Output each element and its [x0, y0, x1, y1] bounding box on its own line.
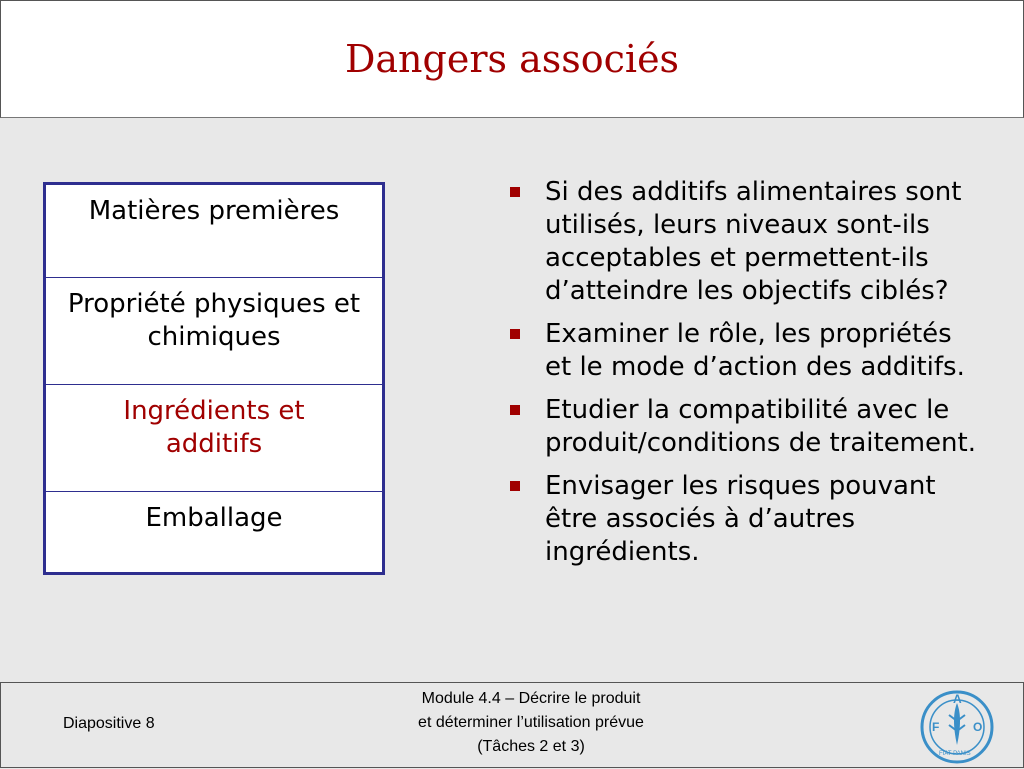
- bullet-text: Envisager les risques pouvant être associés à d’autres ingrédients.: [545, 471, 936, 567]
- bullet-text: Examiner le rôle, les propriétés et le mode d’action des additifs.: [545, 319, 965, 382]
- slide-number: Diapositive 8: [63, 715, 155, 732]
- category-label: Matières premières: [88, 196, 340, 226]
- square-bullet-icon: [510, 187, 520, 197]
- category-row-raw-materials: [46, 185, 382, 278]
- category-row-packaging: [46, 492, 382, 572]
- svg-text:F: F: [932, 720, 940, 734]
- fao-logo-icon: [919, 689, 995, 765]
- category-label: Ingrédients et additifs: [123, 396, 305, 459]
- bullet-item: [508, 394, 978, 460]
- bullet-item: [508, 470, 978, 569]
- bullet-text: Etudier la compatibilité avec le produit/conditions de traitement.: [545, 395, 976, 458]
- svg-text:FIAT PANIS: FIAT PANIS: [939, 751, 971, 757]
- category-row-ingredients: [46, 385, 382, 492]
- svg-text:A: A: [953, 692, 962, 706]
- svg-text:O: O: [973, 720, 983, 734]
- title-bar: [0, 0, 1024, 118]
- category-label: Emballage: [145, 503, 283, 533]
- module-line: Module 4.4 – Décrire le produit: [421, 690, 641, 707]
- category-row-properties: [46, 278, 382, 385]
- module-line: et déterminer l’utilisation prévue: [418, 714, 644, 731]
- bullet-list: [508, 176, 978, 579]
- category-label: Propriété physiques et chimiques: [67, 289, 361, 352]
- bullet-text: Si des additifs alimentaires sont utilisés, leurs niveaux sont-ils acceptables et permettent-ils d’atteindre les objectifs ciblés?: [545, 177, 962, 306]
- module-line: (Tâches 2 et 3): [477, 738, 585, 755]
- category-table: [43, 182, 385, 575]
- footer: [0, 682, 1024, 768]
- square-bullet-icon: [510, 329, 520, 339]
- module-caption: [331, 687, 731, 759]
- bullet-item: [508, 318, 978, 384]
- square-bullet-icon: [510, 405, 520, 415]
- bullet-item: [508, 176, 978, 308]
- slide-title: Dangers associés: [344, 37, 680, 81]
- square-bullet-icon: [510, 481, 520, 491]
